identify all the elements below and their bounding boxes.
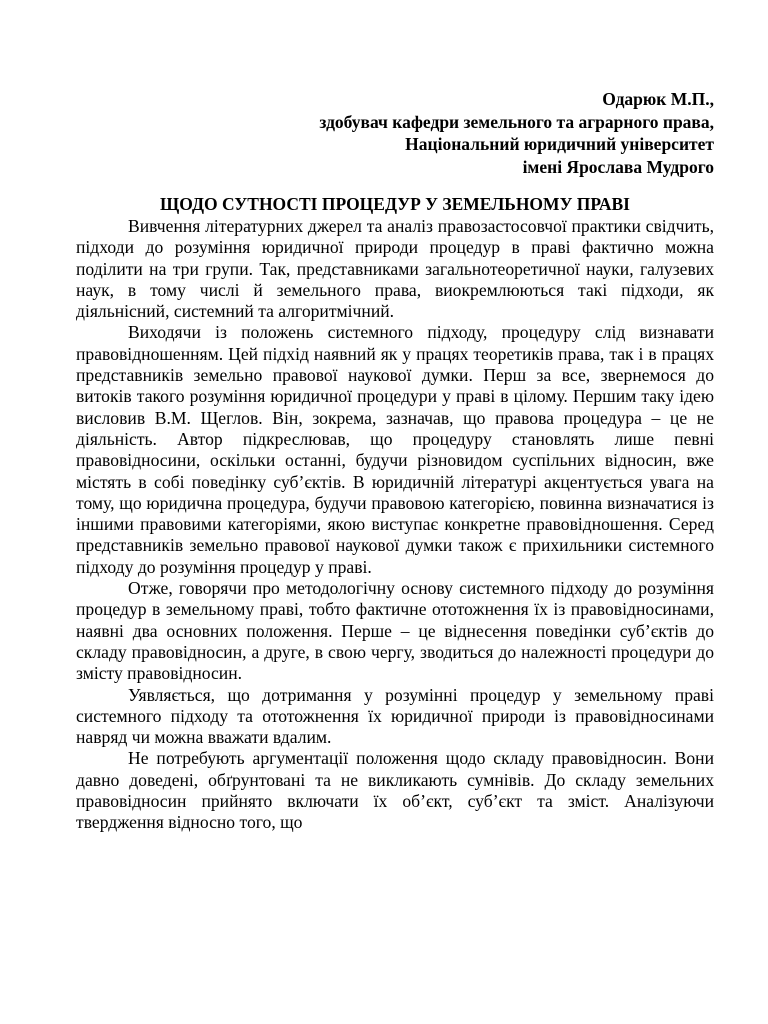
paragraph: Уявляється, що дотримання у розумінні процедур у земельному праві системного підходу та ототожнення їх юридичної природи із правовідносинами навряд чи можна вважати вдалим.	[76, 684, 714, 748]
author-position: здобувач кафедри земельного та аграрного права,	[319, 111, 714, 132]
paragraph: Виходячи із положень системного підходу, процедуру слід визнавати правовідношенням. Цей підхід наявний як у працях теоретиків права, так і в працях представників земельно правової наукової думки. Перш за все, звернемося до витоків такого розуміння юридичної процедури у праві в цілому. Першим таку ідею висловив В.М. Щеглов. Він, зокрема, зазначав, що правова процедура – це не діяльність. Автор підкреслював, що процедуру становлять лише певні правовідносини, оскільки останні, будучи різновидом суспільних відносин, вже містять в собі поведінку суб’єктів. В юридичній літературі акцентується увага на тому, що юридична процедура, будучи правовою категорією, повинна визначатися із іншими правовими категоріями, якою виступає конкретне правовідношення. Серед представників земельно правової наукової думки також є прихильники системного підходу до розуміння процедур у праві.	[76, 322, 714, 577]
paragraph: Не потребують аргументації положення щодо складу правовідносин. Вони давно доведені, обґрунтовані та не викликають сумнівів. До складу земельних правовідносин прийнято включати їх об’єкт, суб’єкт та зміст. Аналізуючи твердження відносно того, що	[76, 748, 714, 833]
author-university-name: імені Ярослава Мудрого	[522, 156, 714, 177]
paper-body	[76, 216, 714, 834]
author-university: Національний юридичний університет	[405, 134, 714, 154]
paper-title: ЩОДО СУТНОСТІ ПРОЦЕДУР У ЗЕМЕЛЬНОМУ ПРАВІ	[160, 194, 630, 214]
author-name: Одарюк М.П.,	[602, 89, 714, 109]
paragraph: Вивчення літературних джерел та аналіз правозастосовчої практики свідчить, підходи до розуміння юридичної природи процедур в праві фактично можна поділити на три групи. Так, представниками загальнотеоретичної науки, галузевих наук, в тому числі й земельного права, виокремлюються такі підходи, як діяльнісний, системний та алгоритмічний.	[76, 216, 714, 322]
author-block	[94, 88, 714, 178]
paragraph: Отже, говорячи про методологічну основу системного підходу до розуміння процедур в земельному праві, тобто фактичне ототожнення їх із правовідносинами, наявні два основних положення. Перше – це віднесення поведінки суб’єктів до складу правовідносин, а друге, в свою чергу, зводиться до належності процедури до змісту правовідносин.	[76, 578, 714, 684]
